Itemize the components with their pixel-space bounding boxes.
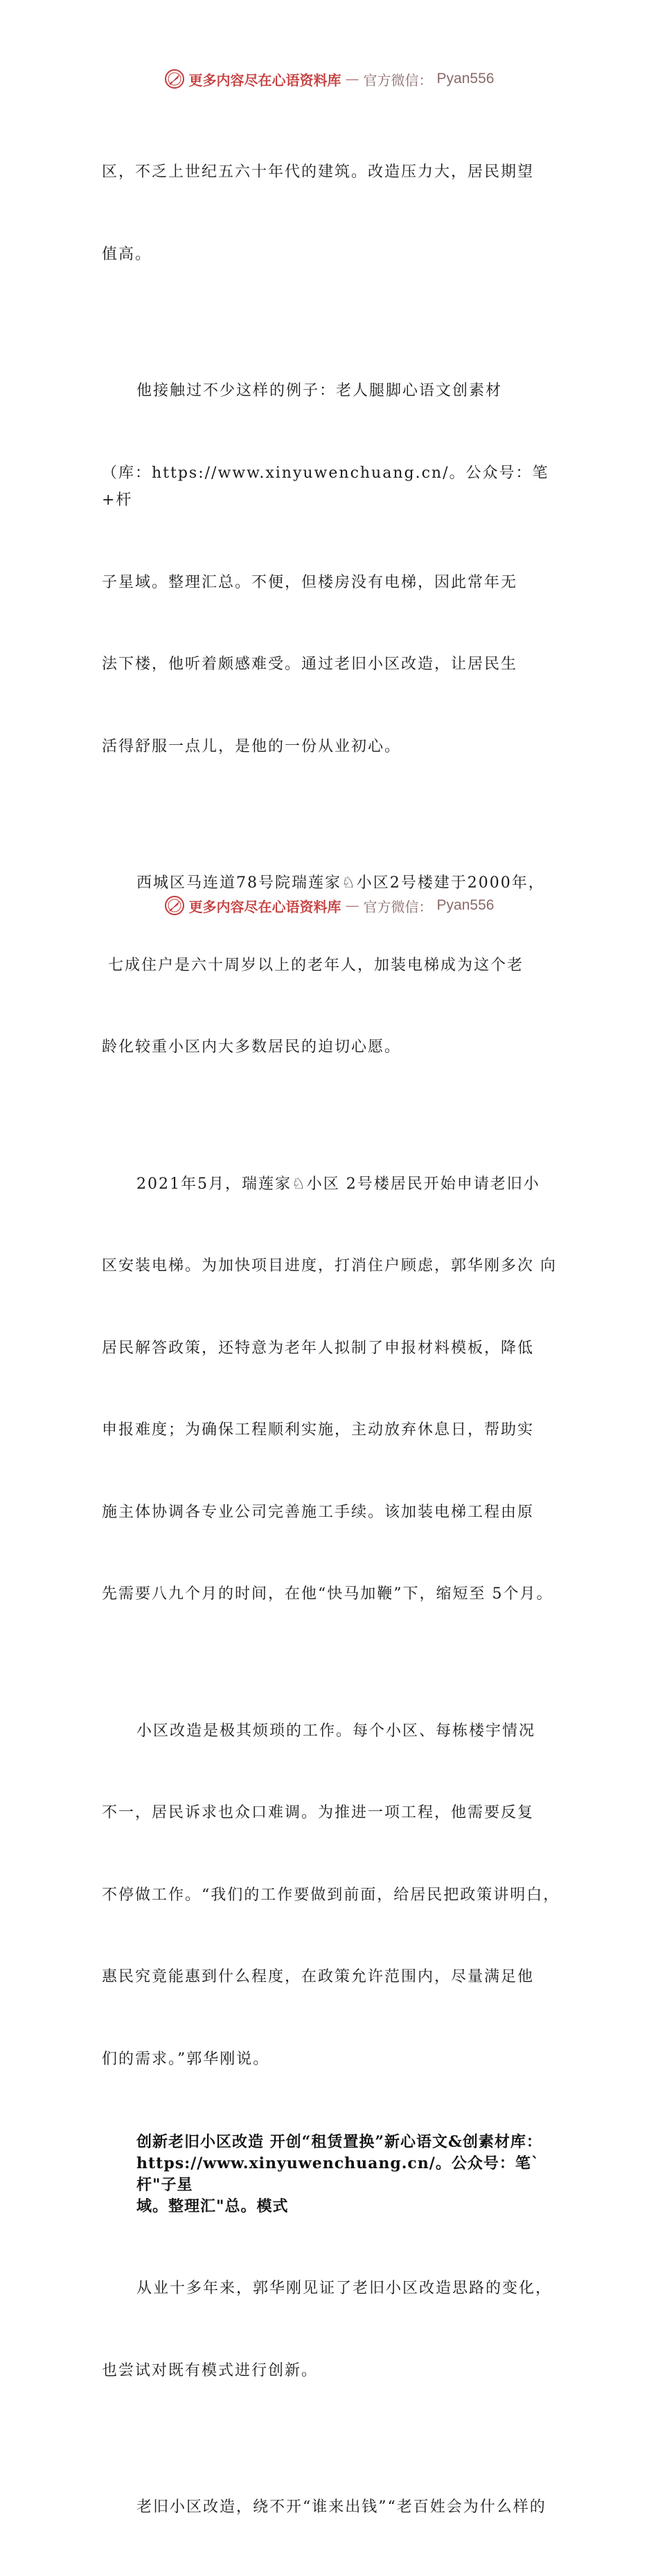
text-line: 2021年5月，瑞莲家♘小区 2号楼居民开始申请老旧小: [136, 1175, 540, 1193]
text-line: 从业十多年来，郭华刚见证了老旧小区改造思路的变化，: [136, 2280, 553, 2297]
text-line: 区，不乏上世纪五六十年代的建筑。改造压力大，居民期望: [102, 163, 535, 181]
banner-wechat-label: 官方微信：: [363, 71, 433, 89]
text-line: 他接触过不少这样的例子：老人腿脚心语文创素材: [136, 382, 503, 399]
text-line: 西城区马连道78号院瑞莲家♘小区2号楼建于2000年，: [136, 874, 545, 892]
banner-wechat-label: 官方微信：: [363, 898, 433, 915]
header-banner: [0, 66, 658, 91]
text-line: 小区改造是极其烦琐的工作。每个小区、每栋楼宇情况: [136, 1722, 536, 1740]
text-line: 惠民究竟能惠到什么程度，在政策允许范围内，尽量满足他: [102, 1968, 535, 1985]
banner-separator: —: [345, 897, 359, 914]
paragraph-4: [102, 1116, 573, 1663]
text-line: 先需要八九个月的时间，在他“快马加鞭”下，缩短至 5个月。: [102, 1585, 553, 1603]
text-line: （库：https://www.xinyuwenchuang.cn/。公众号：笔+杆: [102, 464, 549, 509]
heading-line: 创新老旧小区改造 开创“租赁置换”新心语文&创素材库：: [136, 2133, 542, 2151]
banner-wechat-handle: Pyan556: [436, 897, 495, 913]
text-line: 老旧小区改造，绕不开“谁来出钱”“老百姓会为什么样的: [136, 2498, 546, 2516]
banner-wechat-handle: Pyan556: [436, 71, 495, 87]
paragraph-3: [102, 815, 573, 1116]
footer-banner: [0, 893, 658, 918]
paragraph-2: [102, 323, 573, 815]
paragraph-6: [102, 2220, 573, 2439]
banner-content: [164, 895, 495, 916]
banner-library-text: 更多内容尽在心语资料库: [188, 71, 341, 89]
text-line: 子星域。整理汇总。不便，但楼房没有电梯，因此常年无: [102, 573, 518, 591]
text-line: 申报难度；为确保工程顺利实施，主动放弃休息日，帮助实: [102, 1421, 535, 1439]
paragraph-1: [102, 104, 573, 323]
section-heading: [136, 2132, 573, 2217]
banner-separator: —: [345, 71, 359, 87]
text-line: 七成住户是六十周岁以上的老年人，加装电梯成为这个老: [102, 956, 524, 974]
document-body: [102, 104, 573, 2576]
text-line: 们的需求。”郭华刚说。: [102, 2050, 270, 2068]
quill-seal-icon: [164, 69, 185, 89]
quill-seal-icon: [164, 895, 185, 916]
text-line: 区安装电梯。为加快项目进度，打消住户顾虑，郭华刚多次 向: [102, 1257, 557, 1275]
heading-line: https://www.xinyuwenchuang.cn/。公众号：笔`杆"子星: [136, 2154, 540, 2194]
paragraph-5: [102, 1663, 573, 2128]
text-line: 值高。: [102, 245, 152, 263]
text-line: 不一，居民诉求也众口难调。为推进一项工程，他需要反复: [102, 1804, 535, 1821]
banner-library-text: 更多内容尽在心语资料库: [188, 898, 341, 915]
text-line: 活得舒服一点儿，是他的一份从业初心。: [102, 737, 402, 755]
text-line: 居民解答政策，还特意为老年人拟制了申报材料模板，降低: [102, 1339, 535, 1357]
paragraph-7: [102, 2439, 573, 2576]
heading-line: 域。整理汇"总。模式: [136, 2197, 289, 2215]
text-line: 法下楼，他听着颇感难受。通过老旧小区改造，让居民生: [102, 656, 518, 673]
text-line: 也尝试对既有模式进行创新。: [102, 2361, 319, 2379]
text-line: 不停做工作。“我们的工作要做到前面，给居民把政策讲明白，: [102, 1886, 560, 1904]
text-line: 龄化较重小区内大多数居民的迫切心愿。: [102, 1038, 402, 1056]
text-line: 施主体协调各专业公司完善施工手续。该加装电梯工程由原: [102, 1503, 535, 1521]
banner-content: [164, 69, 495, 89]
